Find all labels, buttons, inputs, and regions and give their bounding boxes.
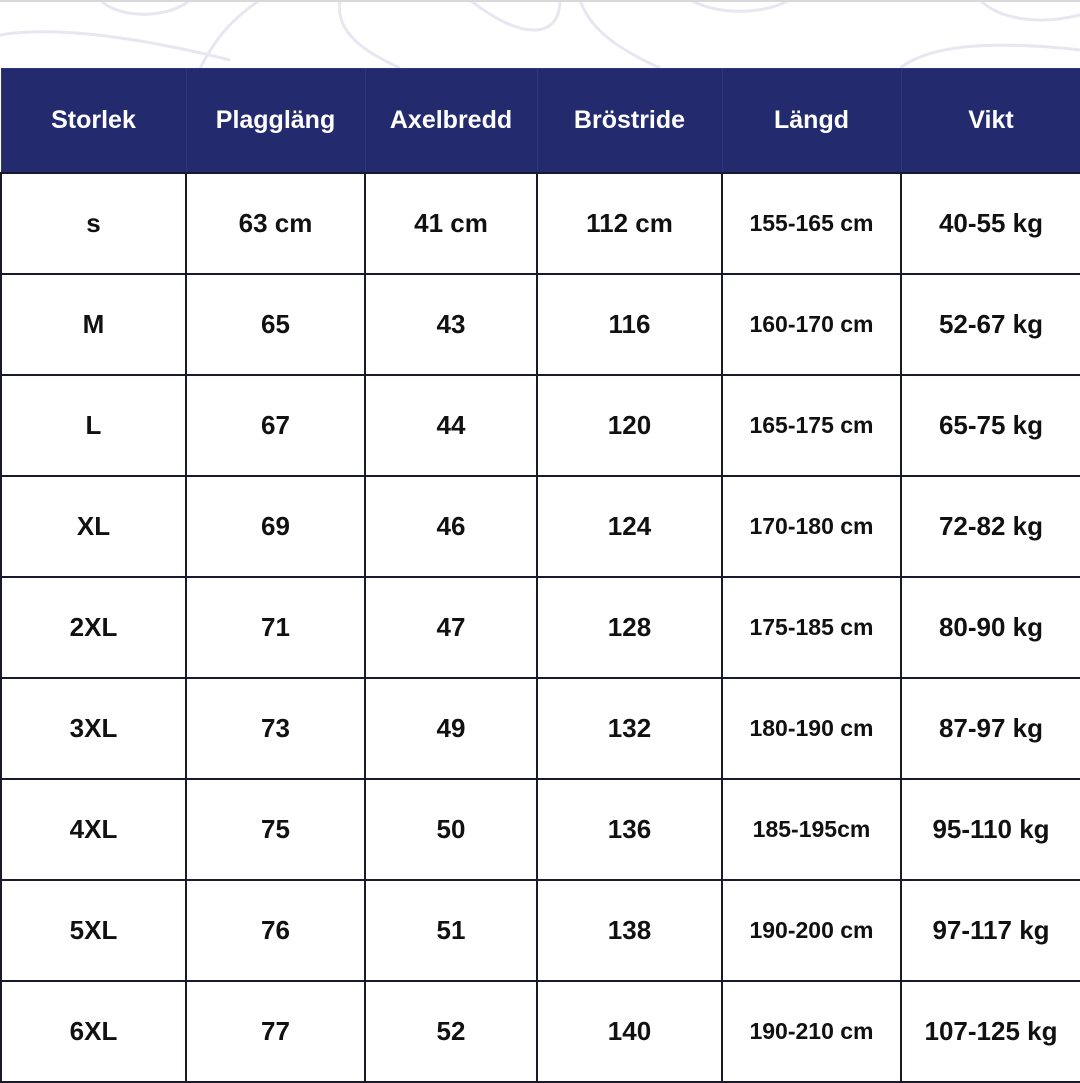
cell-weight: 80-90 kg	[901, 577, 1080, 678]
cell-garment-length: 63 cm	[186, 173, 365, 274]
cell-height: 175-185 cm	[722, 577, 901, 678]
cell-garment-length: 71	[186, 577, 365, 678]
column-header-storlek: Storlek	[1, 69, 186, 174]
cell-shoulder-width: 46	[365, 476, 537, 577]
cell-shoulder-width: 50	[365, 779, 537, 880]
column-header-plagglang: Plaggläng	[186, 69, 365, 174]
cell-size: M	[1, 274, 186, 375]
size-chart-table	[0, 68, 1080, 1083]
cell-height: 160-170 cm	[722, 274, 901, 375]
cell-chest: 124	[537, 476, 722, 577]
cell-garment-length: 67	[186, 375, 365, 476]
cell-height: 190-210 cm	[722, 981, 901, 1082]
cell-garment-length: 77	[186, 981, 365, 1082]
table-row	[1, 173, 1080, 274]
cell-garment-length: 75	[186, 779, 365, 880]
cell-garment-length: 65	[186, 274, 365, 375]
cell-weight: 52-67 kg	[901, 274, 1080, 375]
cell-chest: 136	[537, 779, 722, 880]
cell-chest: 132	[537, 678, 722, 779]
cell-size: 2XL	[1, 577, 186, 678]
column-header-vikt: Vikt	[901, 69, 1080, 174]
cell-height: 185-195cm	[722, 779, 901, 880]
cell-shoulder-width: 41 cm	[365, 173, 537, 274]
table-row	[1, 476, 1080, 577]
cell-shoulder-width: 52	[365, 981, 537, 1082]
table-row	[1, 779, 1080, 880]
column-header-axelbredd: Axelbredd	[365, 69, 537, 174]
cell-garment-length: 73	[186, 678, 365, 779]
cell-weight: 97-117 kg	[901, 880, 1080, 981]
cell-height: 155-165 cm	[722, 173, 901, 274]
cell-weight: 72-82 kg	[901, 476, 1080, 577]
cell-height: 190-200 cm	[722, 880, 901, 981]
table-row	[1, 981, 1080, 1082]
cell-chest: 138	[537, 880, 722, 981]
cell-chest: 140	[537, 981, 722, 1082]
cell-shoulder-width: 49	[365, 678, 537, 779]
cell-garment-length: 76	[186, 880, 365, 981]
table-row	[1, 274, 1080, 375]
cell-size: L	[1, 375, 186, 476]
cell-size: 6XL	[1, 981, 186, 1082]
cell-garment-length: 69	[186, 476, 365, 577]
cell-chest: 112 cm	[537, 173, 722, 274]
cell-height: 180-190 cm	[722, 678, 901, 779]
column-header-brostride: Bröstride	[537, 69, 722, 174]
table-row	[1, 880, 1080, 981]
decorative-background-pattern	[0, 0, 1080, 68]
cell-size: 3XL	[1, 678, 186, 779]
table-row	[1, 375, 1080, 476]
cell-size: XL	[1, 476, 186, 577]
cell-chest: 116	[537, 274, 722, 375]
cell-weight: 107-125 kg	[901, 981, 1080, 1082]
cell-shoulder-width: 51	[365, 880, 537, 981]
table-row	[1, 577, 1080, 678]
cell-shoulder-width: 47	[365, 577, 537, 678]
table-row	[1, 678, 1080, 779]
cell-shoulder-width: 43	[365, 274, 537, 375]
cell-height: 165-175 cm	[722, 375, 901, 476]
cell-weight: 65-75 kg	[901, 375, 1080, 476]
column-header-langd: Längd	[722, 69, 901, 174]
cell-height: 170-180 cm	[722, 476, 901, 577]
cell-size: s	[1, 173, 186, 274]
cell-chest: 128	[537, 577, 722, 678]
cell-weight: 95-110 kg	[901, 779, 1080, 880]
cell-size: 4XL	[1, 779, 186, 880]
cell-chest: 120	[537, 375, 722, 476]
table-header-row	[1, 69, 1080, 174]
cell-shoulder-width: 44	[365, 375, 537, 476]
cell-size: 5XL	[1, 880, 186, 981]
cell-weight: 87-97 kg	[901, 678, 1080, 779]
cell-weight: 40-55 kg	[901, 173, 1080, 274]
